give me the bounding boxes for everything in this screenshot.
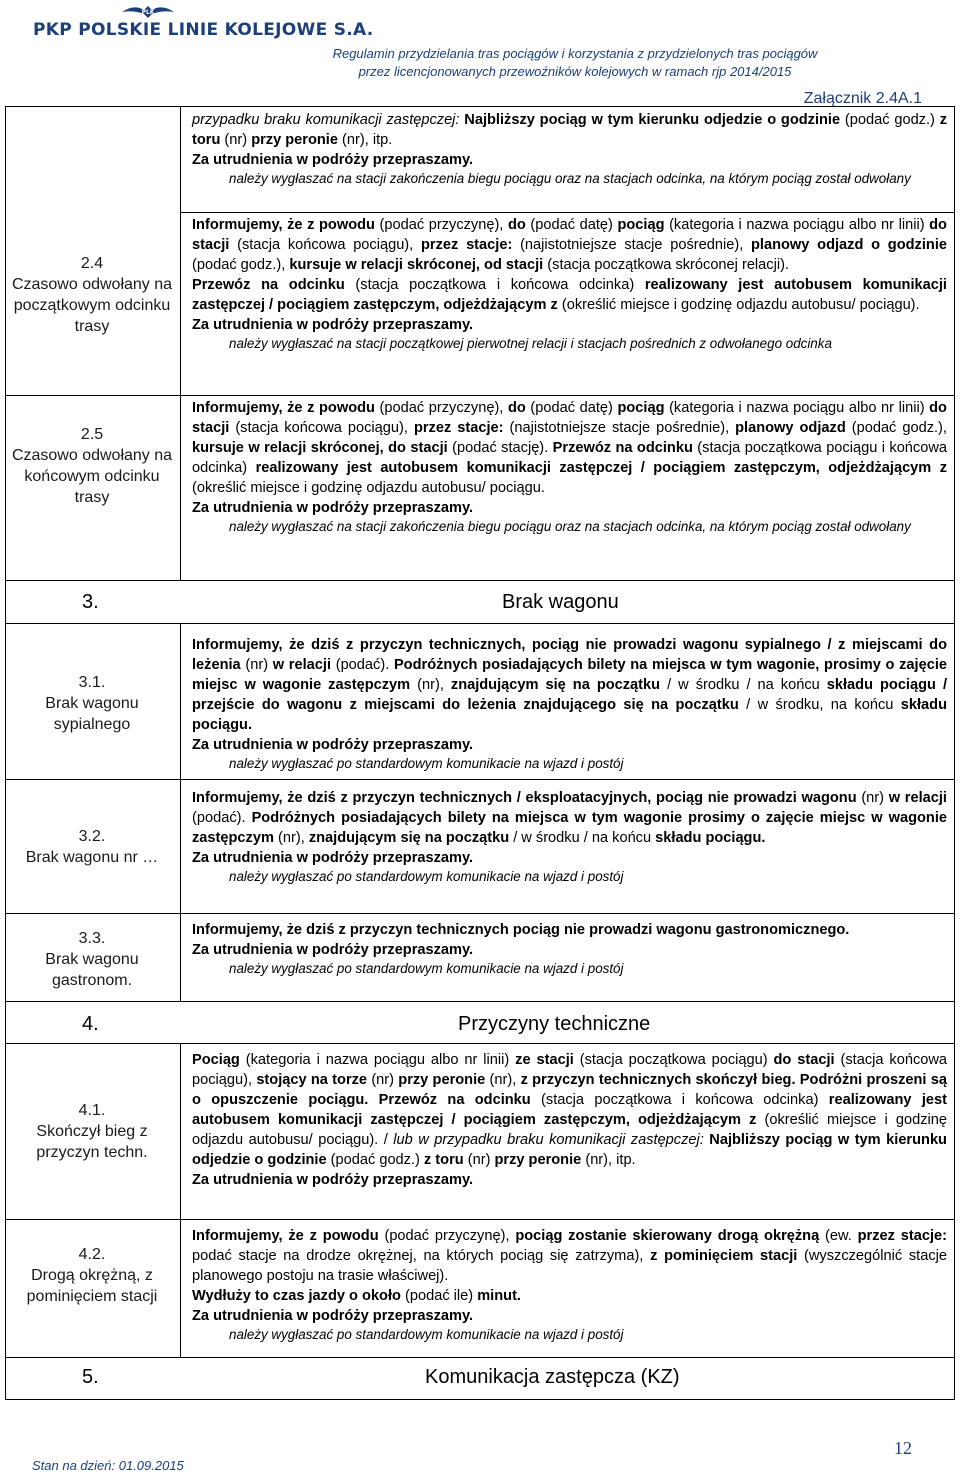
section-title: Drogą okrężną, z pominięciem stacji	[26, 1267, 158, 1305]
footer-date: Stan na dzień: 01.09.2015	[32, 1458, 184, 1473]
text-run: Informujemy, że z powodu	[192, 400, 375, 416]
text-run: (podać stację).	[447, 440, 553, 456]
text-run: (podać godz.)	[840, 112, 940, 128]
section-title: Skończył bieg z przyczyn techn.	[36, 1123, 148, 1161]
section-heading-3: Brak wagonu	[502, 591, 619, 613]
section-heading-5: Komunikacja zastępcza (KZ)	[425, 1366, 680, 1388]
announcement-paragraph	[192, 1286, 947, 1306]
section-label-3-3	[6, 928, 178, 991]
section-number: 3.2.	[78, 828, 106, 845]
text-run: (ew.	[819, 1228, 858, 1244]
section-content-4-2	[192, 1226, 947, 1344]
text-run: (podać przyczynę),	[374, 217, 508, 233]
text-run: Informujemy, że dziś z przyczyn technicznych / eksploatacyjnych, pociąg nie prowadzi wagonu	[192, 790, 857, 806]
instruction-note: należy wygłaszać po standardowym komunikacie na wjazd i postój	[229, 961, 624, 976]
text-run: (podać przyczynę),	[374, 400, 508, 416]
text-run: (nr)	[856, 790, 889, 806]
text-run: przez stacje:	[413, 420, 504, 436]
column-divider	[180, 623, 181, 1001]
text-run: do stacji	[192, 400, 947, 436]
text-run: realizowany jest autobusem komunikacji zastępczej / pociągiem zastępczym, odjeżdżającym z	[255, 460, 947, 476]
instruction-note: należy wygłaszać po standardowym komunikacie na wjazd i postój	[229, 1327, 624, 1342]
section-title: Czasowo odwołany na końcowym odcinku trasy	[11, 447, 173, 506]
row-divider	[5, 1357, 955, 1358]
text-run: podać stacje na drodze okrężnej, na których pociąg się zatrzyma),	[192, 1248, 651, 1264]
section-number-4: 4.	[82, 1013, 99, 1035]
row-divider	[5, 623, 955, 624]
row-divider	[180, 212, 955, 213]
section-number: 3.3.	[78, 930, 106, 947]
section-label-4-2	[6, 1244, 178, 1307]
text-run: / w środku / na końcu	[660, 677, 827, 693]
text-run: (stacja końcowa pociągu),	[192, 1052, 948, 1088]
apology-text: Za utrudnienia w podróży przepraszamy.	[192, 850, 474, 866]
column-divider	[180, 106, 181, 580]
text-run: (nr)	[463, 1152, 495, 1168]
text-run: (nr)	[367, 1072, 399, 1088]
text-run: (najistotniejsze stacje pośrednie),	[512, 237, 752, 253]
text-run: pociąg	[617, 217, 665, 233]
column-divider	[180, 1043, 181, 1357]
text-run: realizowany jest autobusem komunikacji zastępczej / pociągiem zastępczym, odjeżdżającym z	[192, 1092, 947, 1128]
section-title: Brak wagonu sypialnego	[45, 695, 139, 733]
section-title: Czasowo odwołany na początkowym odcinku trasy	[11, 276, 173, 335]
announcement-paragraph	[192, 788, 947, 848]
text-run: przy peronie	[398, 1072, 486, 1088]
row-divider	[5, 779, 955, 780]
section-label-2-4	[6, 253, 178, 337]
text-run: do stacji	[192, 217, 947, 253]
apology-text: Za utrudnienia w podróży przepraszamy.	[192, 942, 474, 958]
text-run: realizowany jest autobusem komunikacji zastępczej / pociągiem zastępczym, odjeżdżającym z	[192, 277, 947, 313]
row-divider	[5, 1219, 955, 1220]
header-title-line2: przez licencjonowanych przewoźników kolejowych w ramach rjp 2014/2015	[358, 64, 792, 79]
row-continuation-content	[192, 110, 947, 188]
section-label-2-5	[6, 424, 178, 508]
text-run: Podróżnych posiadających bilety na miejsca w tym wagonie prosimy o zajęcie miejsc w wagonie zastępczym	[192, 810, 947, 846]
apology-text: Za utrudnienia w podróży przepraszamy.	[192, 737, 474, 753]
row-divider	[5, 580, 955, 581]
text-run: Podróżnych posiadających bilety na miejsca w tym wagonie, prosimy o zajęcie miejsc w wagonie zastępczym	[192, 657, 947, 693]
emblem-label: PLK	[141, 9, 155, 16]
text-run: (podać).	[192, 810, 252, 826]
text-run: do	[507, 217, 526, 233]
section-title: Brak wagonu gastronom.	[45, 951, 139, 989]
apology-text: Za utrudnienia w podróży przepraszamy.	[192, 1308, 474, 1324]
text-run: w relacji	[272, 657, 332, 673]
company-logo-text: PKP POLSKIE LINIE KOLEJOWE S.A.	[33, 20, 374, 40]
text-run: (nr),	[410, 677, 451, 693]
text-run: (nr)	[220, 132, 252, 148]
text-run: (stacja początkowa i końcowa odcinka)	[530, 1092, 829, 1108]
plk-emblem-icon	[120, 2, 176, 22]
section-heading-4: Przyczyny techniczne	[458, 1013, 651, 1035]
row-divider	[5, 1043, 955, 1044]
text-run: Najbliższy pociąg w tym kierunku odjedzie o godzinie	[464, 112, 841, 128]
text-run: lub w przypadku braku komunikacji zastępczej:	[393, 1132, 710, 1148]
text-run: składu pociągu.	[655, 830, 766, 846]
text-run: / w środku / na końcu	[509, 830, 656, 846]
announcement-paragraph	[192, 1050, 947, 1170]
text-run: Przewóz na odcinku	[192, 277, 345, 293]
text-run: pociąg zostanie skierowany drogą okrężną	[515, 1228, 820, 1244]
page-number: 12	[894, 1438, 912, 1458]
text-run: kursuje w relacji skróconej, od stacji	[289, 257, 544, 273]
text-run: (stacja początkowa pociągu)	[573, 1052, 774, 1068]
instruction-note: należy wygłaszać po standardowym komunikacie na wjazd i postój	[229, 756, 624, 771]
text-run: / w środku, na końcu	[738, 697, 901, 713]
text-run: w relacji	[888, 790, 947, 806]
text-run: (podać godz.),	[192, 257, 290, 273]
text-run: (nr),	[273, 830, 309, 846]
text-run: przy peronie	[251, 132, 338, 148]
text-run: (określić miejsce i godzinę odjazdu autobusu/ pociągu). /	[192, 1112, 947, 1148]
text-run: (wyszczególnić stacje planowego postoju na trasie właściwej).	[192, 1248, 947, 1284]
text-run: składu pociągu.	[192, 697, 947, 733]
section-number: 2.4	[80, 255, 104, 272]
section-content-3-1	[192, 635, 947, 773]
section-content-2-4	[192, 215, 947, 353]
text-run: stojący na torze	[256, 1072, 368, 1088]
apology-text: Za utrudnienia w podróży przepraszamy.	[192, 1172, 474, 1188]
section-number-5: 5.	[82, 1366, 99, 1388]
section-label-3-1	[6, 672, 178, 735]
section-number-3: 3.	[82, 591, 99, 613]
text-run: Informujemy, że z powodu	[192, 1228, 379, 1244]
text-run: Pociąg	[192, 1052, 240, 1068]
instruction-note: należy wygłaszać na stacji zakończenia biegu pociągu oraz na stacjach odcinka, na którym pociąg został odwołany	[229, 171, 911, 186]
text-run: (stacja początkowa skróconej relacji).	[543, 257, 789, 273]
text-run: (stacja końcowa pociągu),	[229, 420, 414, 436]
announcement-paragraph	[192, 920, 947, 940]
apology-text: Za utrudnienia w podróży przepraszamy.	[192, 152, 474, 168]
text-run: do	[507, 400, 526, 416]
text-run: planowy odjazd	[735, 420, 846, 436]
text-run: (podać datę)	[525, 217, 618, 233]
text-run: (nr),	[485, 1072, 521, 1088]
text-run: minut.	[477, 1288, 521, 1304]
text-run: (określić miejsce i godzinę odjazdu autobusu/ pociągu.	[192, 480, 545, 496]
section-number: 2.5	[80, 426, 104, 443]
text-run: (stacja początkowa i końcowa odcinka)	[344, 277, 645, 293]
section-number: 4.1.	[78, 1102, 106, 1119]
section-content-4-1	[192, 1050, 947, 1190]
text-run: (podać godz.),	[845, 420, 947, 436]
announcement-paragraph	[192, 1226, 947, 1286]
text-run: (kategoria i nazwa pociągu albo nr linii)	[664, 217, 930, 233]
text-run: znajdującym się na początku	[450, 677, 661, 693]
row-divider	[5, 395, 955, 396]
text-run: Przewóz na odcinku	[552, 440, 693, 456]
text-run: (nr)	[240, 657, 273, 673]
text-run: (podać godz.)	[326, 1152, 424, 1168]
header-title-line1: Regulamin przydzielania tras pociągów i korzystania z przydzielonych tras pociągów	[332, 46, 818, 61]
section-content-2-5	[192, 398, 947, 536]
section-label-4-1	[6, 1100, 178, 1163]
text-run: Wydłuży to czas jazdy o około	[192, 1288, 401, 1304]
text-run: przez stacje:	[857, 1228, 947, 1244]
text-run: (nr), itp.	[581, 1152, 636, 1168]
apology-text: Za utrudnienia w podróży przepraszamy.	[192, 317, 474, 333]
text-run: (nr), itp.	[337, 132, 393, 148]
text-run: przez stacje:	[421, 237, 513, 253]
announcement-paragraph	[192, 398, 947, 498]
instruction-note: należy wygłaszać po standardowym komunikacie na wjazd i postój	[229, 869, 624, 884]
text-run: (kategoria i nazwa pociągu albo nr linii)	[664, 400, 930, 416]
text-run: (najistotniejsze stacje pośrednie),	[503, 420, 736, 436]
text-run: (podać datę)	[525, 400, 618, 416]
instruction-note: należy wygłaszać na stacji zakończenia biegu pociągu oraz na stacjach odcinka, na którym pociąg został odwołany	[229, 519, 911, 534]
announcement-paragraph	[192, 275, 947, 315]
text-run: ze stacji	[515, 1052, 574, 1068]
text-run: Informujemy, że z powodu	[192, 217, 375, 233]
text-run: z przyczyn technicznych skończył bieg. Podróżni proszeni są o opuszczenie pociągu. Przewóz na odcinku	[192, 1072, 947, 1108]
section-number: 4.2.	[78, 1246, 106, 1263]
section-title: Brak wagonu nr …	[25, 849, 159, 866]
instruction-note: należy wygłaszać na stacji początkowej pierwotnej relacji i stacjach pośrednich z odwołanego odcinka	[229, 336, 832, 351]
text-run: (podać przyczynę),	[378, 1228, 516, 1244]
announcement-paragraph	[192, 635, 947, 735]
text-run: Najbliższy pociąg w tym kierunku odjedzie o godzinie	[192, 1132, 947, 1168]
attachment-label: Załącznik 2.4A.1	[803, 90, 922, 107]
text-run: (określić miejsce i godzinę odjazdu autobusu/ pociągu).	[557, 297, 920, 313]
text-run: (stacja końcowa pociągu),	[229, 237, 421, 253]
text-run: (podać).	[331, 657, 394, 673]
text-run: z toru	[423, 1152, 464, 1168]
text-run: Informujemy, że dziś z przyczyn technicznych, pociąg nie prowadzi wagonu sypialnego / z miejscami do leżenia	[192, 637, 947, 673]
text-run: kursuje w relacji skróconej, do stacji	[192, 440, 448, 456]
apology-text: Za utrudnienia w podróży przepraszamy.	[192, 500, 474, 516]
text-run: z toru	[192, 112, 947, 148]
section-number: 3.1.	[78, 674, 106, 691]
text-run: z pominięciem stacji	[650, 1248, 798, 1264]
text-run: Informujemy, że dziś z przyczyn technicznych pociąg nie prowadzi wagonu gastronomicznego.	[192, 922, 850, 938]
text-run: (stacja początkowa pociągu i końcowa odcinka)	[192, 440, 947, 476]
text-run: składu pociągu / przejście do wagonu z miejscami do leżenia znajdującego się na początku	[192, 677, 947, 713]
text-run: planowy odjazd o godzinie	[751, 237, 947, 253]
section-label-3-2	[6, 826, 178, 868]
row-divider	[5, 1001, 955, 1002]
announcement-paragraph	[192, 215, 947, 275]
text-run: przy peronie	[494, 1152, 582, 1168]
text-run: (kategoria i nazwa pociągu albo nr linii)	[239, 1052, 516, 1068]
row-divider	[5, 913, 955, 914]
text-run: przypadku braku komunikacji zastępczej:	[192, 112, 465, 128]
text-run: (podać ile)	[400, 1288, 478, 1304]
text-run: pociąg	[617, 400, 665, 416]
text-run: do stacji	[773, 1052, 835, 1068]
section-content-3-2	[192, 788, 947, 886]
section-content-3-3	[192, 920, 947, 978]
text-run: znajdującym się na początku	[308, 830, 510, 846]
